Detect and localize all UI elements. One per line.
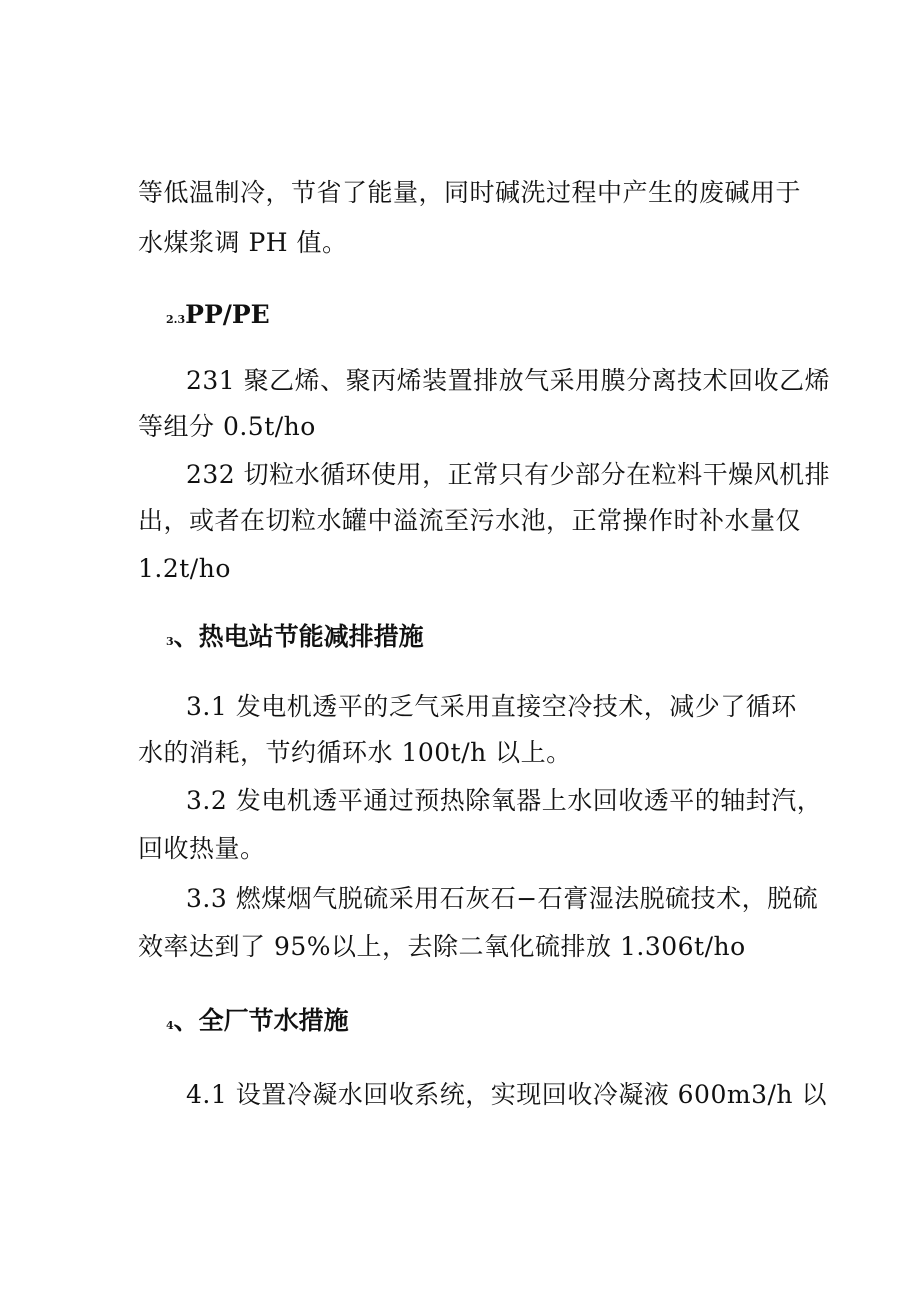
section-number: 4 — [166, 1019, 174, 1032]
paragraph-231-line-1: 231 聚乙烯、聚丙烯装置排放气采用膜分离技术回收乙烯 — [186, 366, 831, 395]
paragraph-3-2-line-1: 3.2 发电机透平通过预热除氧器上水回收透平的轴封汽， — [186, 786, 823, 815]
paragraph-1-line-2: 水煤浆调 PH 值。 — [138, 228, 348, 257]
paragraph-3-1-line-2: 水的消耗，节约循环水 100t/h 以上。 — [138, 738, 572, 767]
paragraph-231-line-2: 等组分 0.5t/ho — [138, 412, 316, 441]
section-heading-3 — [166, 622, 424, 657]
paragraph-232-line-1: 232 切粒水循环使用，正常只有少部分在粒料干燥风机排 — [186, 460, 831, 489]
paragraph-232-line-3: 1.2t/ho — [138, 554, 231, 583]
paragraph-3-2-line-2: 回收热量。 — [138, 834, 266, 863]
section-heading-2-3 — [166, 300, 270, 335]
paragraph-232-line-2: 出，或者在切粒水罐中溢流至污水池，正常操作时补水量仅 — [138, 506, 802, 535]
section-number: 3 — [166, 635, 174, 648]
section-title: 、全厂节水措施 — [173, 1006, 349, 1035]
paragraph-1-line-1: 等低温制冷，节省了能量，同时碱洗过程中产生的废碱用于 — [138, 178, 802, 207]
section-heading-4 — [166, 1006, 349, 1041]
section-number: 2.3 — [166, 313, 186, 326]
section-title: PP/PE — [185, 300, 270, 329]
paragraph-3-1-line-1: 3.1 发电机透平的乏气采用直接空冷技术，减少了循环 — [186, 692, 797, 721]
section-title: 、热电站节能减排措施 — [173, 622, 424, 651]
paragraph-3-3-line-2: 效率达到了 95%以上，去除二氧化硫排放 1.306t/ho — [138, 932, 746, 961]
paragraph-3-3-line-1: 3.3 燃煤烟气脱硫采用石灰石−石膏湿法脱硫技术，脱硫 — [186, 884, 819, 913]
paragraph-4-1-line-1: 4.1 设置冷凝水回收系统，实现回收冷凝液 600m3/h 以 — [186, 1080, 827, 1109]
